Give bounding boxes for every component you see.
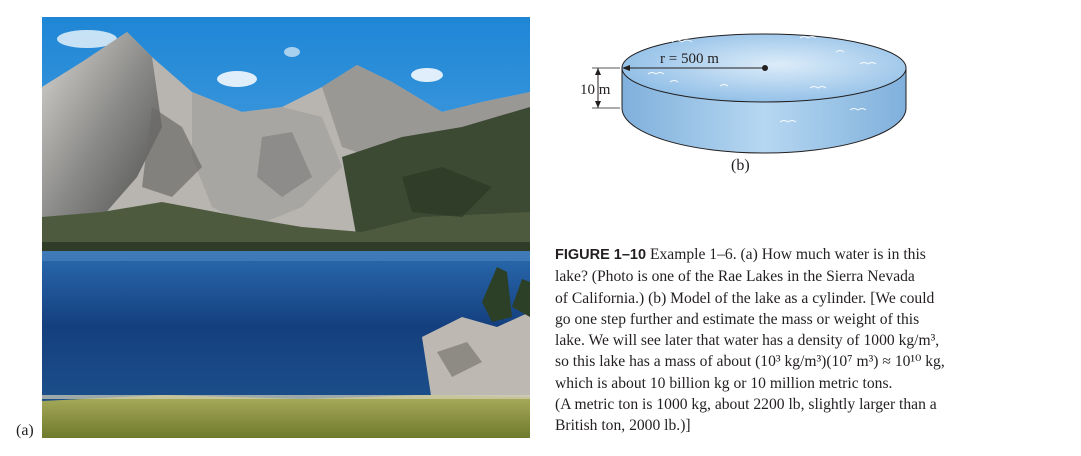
height-label: 10 m — [580, 82, 611, 98]
radius-label: r = 500 m — [660, 51, 719, 67]
lake-photo — [42, 17, 530, 438]
mountain-lake-illustration — [42, 17, 530, 438]
center-point — [762, 65, 768, 71]
caption-line-6: so this lake has a mass of about (10³ kg/m³)(10⁷ m³) ≈ 10¹⁰ kg, — [555, 353, 945, 371]
caption-line-7: which is about 10 billion kg or 10 million metric tons. — [555, 374, 893, 392]
caption-line-5: lake. We will see later that water has a density of 1000 kg/m³, — [555, 332, 940, 350]
diagram-label: (b) — [731, 157, 750, 174]
caption-line-4: go one step further and estimate the mass or weight of this — [555, 310, 920, 328]
caption-line-3: of California.) (b) Model of the lake as a cylinder. [We could — [555, 289, 935, 307]
figure-caption — [555, 244, 1070, 437]
figure-label: FIGURE 1–10 — [555, 247, 647, 263]
caption-line-1: FIGURE 1–10 Example 1–6. (a) How much water is in this — [555, 246, 926, 263]
caption-line-8: (A metric ton is 1000 kg, about 2200 lb, slightly larger than a — [555, 396, 937, 414]
caption-line-2: lake? (Photo is one of the Rae Lakes in the Sierra Nevada — [555, 268, 915, 286]
caption-line-9: British ton, 2000 lb.)] — [555, 417, 691, 435]
photo-label: (a) — [16, 422, 34, 439]
